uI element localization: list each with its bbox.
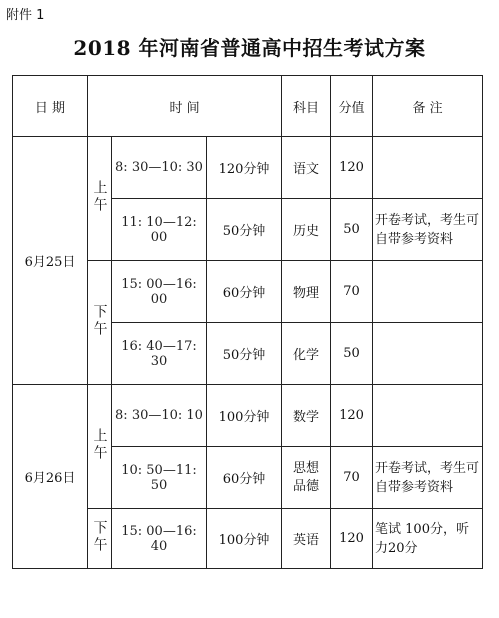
subject-cell — [282, 447, 331, 509]
header-score: 分值 — [331, 76, 373, 137]
subject-cell: 物理 — [282, 261, 331, 323]
duration-cell: 100分钟 — [207, 385, 282, 447]
attachment-label: 附件 1 — [6, 8, 45, 23]
time-cell: 8: 30—10: 30 — [112, 137, 207, 199]
period-label: 下午 — [91, 303, 108, 338]
note-cell — [373, 323, 483, 385]
subject-cell: 历史 — [282, 199, 331, 261]
period-label: 下午 — [91, 519, 108, 554]
time-cell: 10: 50—11: 50 — [112, 447, 207, 509]
score-cell: 120 — [331, 509, 373, 569]
duration-cell: 50分钟 — [207, 199, 282, 261]
document-title: 2018 年河南省普通高中招生考试方案 — [73, 36, 426, 60]
period-cell — [88, 509, 112, 569]
table-header-row — [13, 76, 483, 137]
header-time: 时 间 — [88, 76, 282, 137]
duration-cell: 100分钟 — [207, 509, 282, 569]
time-cell: 8: 30—10: 10 — [112, 385, 207, 447]
note-cell: 开卷考试，考生可自带参考资料 — [373, 199, 483, 261]
duration-cell: 50分钟 — [207, 323, 282, 385]
score-cell: 50 — [331, 323, 373, 385]
exam-schedule-table — [12, 75, 483, 569]
score-cell: 120 — [331, 137, 373, 199]
period-cell — [88, 137, 112, 261]
score-cell: 120 — [331, 385, 373, 447]
score-cell: 70 — [331, 447, 373, 509]
header-note: 备 注 — [373, 76, 483, 137]
time-cell: 15: 00—16: 00 — [112, 261, 207, 323]
period-label: 上午 — [91, 427, 108, 462]
subject-cell: 语文 — [282, 137, 331, 199]
table-row — [13, 137, 483, 199]
time-cell: 16: 40—17: 30 — [112, 323, 207, 385]
score-cell: 70 — [331, 261, 373, 323]
period-cell — [88, 261, 112, 385]
header-subject: 科目 — [282, 76, 331, 137]
note-cell — [373, 137, 483, 199]
time-cell: 11: 10—12: 00 — [112, 199, 207, 261]
note-cell — [373, 261, 483, 323]
time-cell: 15: 00—16: 40 — [112, 509, 207, 569]
date-cell: 6月26日 — [13, 385, 88, 569]
subject-cell: 数学 — [282, 385, 331, 447]
note-cell — [373, 385, 483, 447]
score-cell: 50 — [331, 199, 373, 261]
period-label: 上午 — [91, 179, 108, 214]
subject-cell: 英语 — [282, 509, 331, 569]
subject-label: 思想品德 — [293, 460, 320, 494]
date-cell: 6月25日 — [13, 137, 88, 385]
table-row — [13, 385, 483, 447]
duration-cell: 60分钟 — [207, 261, 282, 323]
duration-cell: 60分钟 — [207, 447, 282, 509]
header-date: 日 期 — [13, 76, 88, 137]
note-cell: 笔试 100分，听力20分 — [373, 509, 483, 569]
period-cell — [88, 385, 112, 509]
note-cell: 开卷考试，考生可自带参考资料 — [373, 447, 483, 509]
subject-cell: 化学 — [282, 323, 331, 385]
duration-cell: 120分钟 — [207, 137, 282, 199]
